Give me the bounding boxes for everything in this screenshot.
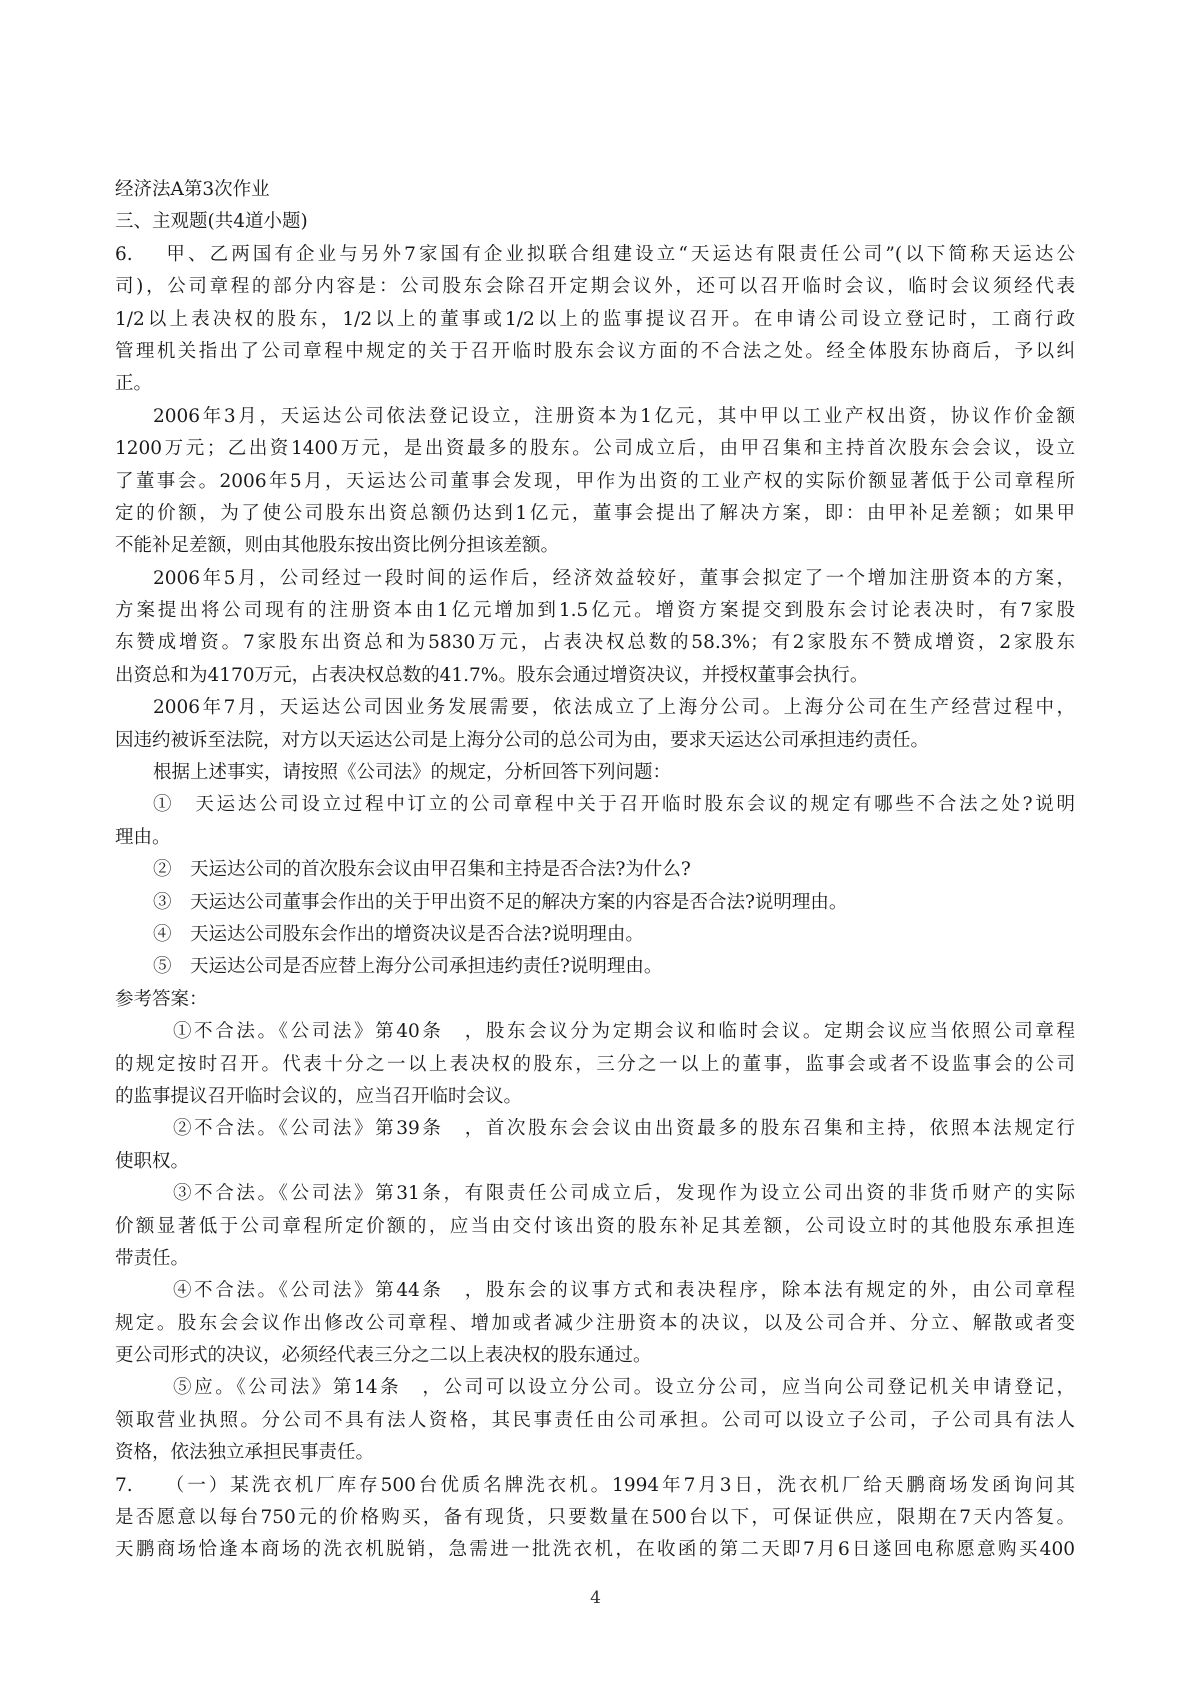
text-line: 的监事提议召开临时会议的，应当召开临时会议。: [115, 1085, 523, 1107]
text-line: ①不合法。《公司法》第40条 ，股东会议分为定期会议和临时会议。定期会议应当依照公司章程: [173, 1021, 1075, 1043]
text-line: 东赞成增资。7家股东出资总和为5830万元，占表决权总数的58.3%；有2家股东不赞成增资，2家股东: [115, 632, 1075, 654]
text-line: 根据上述事实，请按照《公司法》的规定，分析回答下列问题：: [153, 762, 672, 784]
text-line: ② 天运达公司的首次股东会议由甲召集和主持是否合法?为什么?: [153, 859, 691, 881]
text-line: 7. （一）某洗衣机厂库存500台优质名牌洗衣机。1994年7月3日，洗衣机厂给天鹏商场发函询问其: [115, 1474, 1075, 1496]
text-line: 2006年7月，天运达公司因业务发展需要，依法成立了上海分公司。上海分公司在生产经营过程中，: [153, 697, 1075, 719]
text-line: 定的价额，为了使公司股东出资总额仍达到1亿元，董事会提出了解决方案，即：由甲补足差额；如果甲: [115, 502, 1075, 524]
text-line: ③不合法。《公司法》第31条，有限责任公司成立后，发现作为设立公司出资的非货币财产的实际: [173, 1183, 1075, 1205]
text-line: ③ 天运达公司董事会作出的关于甲出资不足的解决方案的内容是否合法?说明理由。: [153, 891, 848, 913]
text-line: 天鹏商场恰逢本商场的洗衣机脱销，急需进一批洗衣机，在收函的第二天即7月6日遂回电称愿意购买400: [115, 1539, 1075, 1561]
text-line: ④ 天运达公司股东会作出的增资决议是否合法?说明理由。: [153, 923, 644, 945]
text-line: 价额显著低于公司章程所定价额的，应当由交付该出资的股东补足其差额，公司设立时的其他股东承担连: [115, 1215, 1075, 1237]
text-line: ④不合法。《公司法》第44条 ，股东会的议事方式和表决程序，除本法有规定的外，由公司章程: [173, 1280, 1075, 1302]
text-line: 正。: [115, 373, 153, 395]
text-line: 领取营业执照。分公司不具有法人资格，其民事责任由公司承担。公司可以设立子公司，子公司具有法人: [115, 1409, 1075, 1431]
text-line: 方案提出将公司现有的注册资本由1亿元增加到1.5亿元。增资方案提交到股东会讨论表决时，有7家股: [115, 600, 1075, 622]
text-line: 参考答案：: [115, 988, 208, 1010]
text-line: 因违约被诉至法院，对方以天运达公司是上海分公司的总公司为由，要求天运达公司承担违约责任。: [115, 729, 930, 751]
text-line: ① 天运达公司设立过程中订立的公司章程中关于召开临时股东会议的规定有哪些不合法之处?说明: [153, 794, 1075, 816]
text-line: 经济法A第3次作业: [115, 179, 270, 200]
text-line: 2006年3月，天运达公司依法登记设立，注册资本为1亿元，其中甲以工业产权出资，协议作价金额: [153, 405, 1075, 427]
document-body: [115, 174, 1075, 1567]
text-line: 资格，依法独立承担民事责任。: [115, 1442, 375, 1464]
page-number: 4: [590, 1588, 601, 1608]
text-line: 管理机关指出了公司章程中规定的关于召开临时股东会议方面的不合法之处。经全体股东协商后，予以纠: [115, 340, 1075, 362]
text-line: ⑤ 天运达公司是否应替上海分公司承担违约责任?说明理由。: [153, 956, 663, 978]
text-line: 司)，公司章程的部分内容是：公司股东会除召开定期会议外，还可以召开临时会议，临时会议须经代表: [115, 276, 1075, 298]
text-line: 1/2以上表决权的股东，1/2以上的董事或1/2以上的监事提议召开。在申请公司设立登记时，工商行政: [115, 308, 1075, 330]
text-line: 1200万元；乙出资1400万元，是出资最多的股东。公司成立后，由甲召集和主持首次股东会会议，设立: [115, 438, 1075, 460]
text-line: ②不合法。《公司法》第39条 ，首次股东会会议由出资最多的股东召集和主持，依照本法规定行: [173, 1118, 1075, 1140]
text-line: ⑤应。《公司法》第14条 ，公司可以设立分公司。设立分公司，应当向公司登记机关申请登记，: [173, 1377, 1075, 1399]
text-line: 6. 甲、乙两国有企业与另外7家国有企业拟联合组建设立“天运达有限责任公司”(以下简称天运达公: [115, 243, 1075, 265]
text-line: 不能补足差额，则由其他股东按出资比例分担该差额。: [115, 535, 560, 557]
text-line: 更公司形式的决议，必须经代表三分之二以上表决权的股东通过。: [115, 1345, 652, 1367]
text-line: 出资总和为4170万元，占表决权总数的41.7%。股东会通过增资决议，并授权董事会执行。: [115, 664, 869, 686]
text-line: 使职权。: [115, 1150, 190, 1172]
text-line: 理由。: [115, 826, 171, 848]
text-line: 了董事会。2006年5月，天运达公司董事会发现，甲作为出资的工业产权的实际价额显著低于公司章程所: [115, 470, 1075, 492]
text-line: 三、主观题(共4道小题): [115, 211, 308, 233]
text-line: 规定。股东会会议作出修改公司章程、增加或者减少注册资本的决议，以及公司合并、分立、解散或者变: [115, 1312, 1075, 1334]
text-line: 2006年5月，公司经过一段时间的运作后，经济效益较好，董事会拟定了一个增加注册资本的方案，: [153, 567, 1075, 589]
text-line: 的规定按时召开。代表十分之一以上表决权的股东，三分之一以上的董事，监事会或者不设监事会的公司: [115, 1053, 1075, 1075]
text-line: 是否愿意以每台750元的价格购买，备有现货，只要数量在500台以下，可保证供应，限期在7天内答复。: [115, 1507, 1075, 1529]
text-line: 带责任。: [115, 1247, 190, 1269]
